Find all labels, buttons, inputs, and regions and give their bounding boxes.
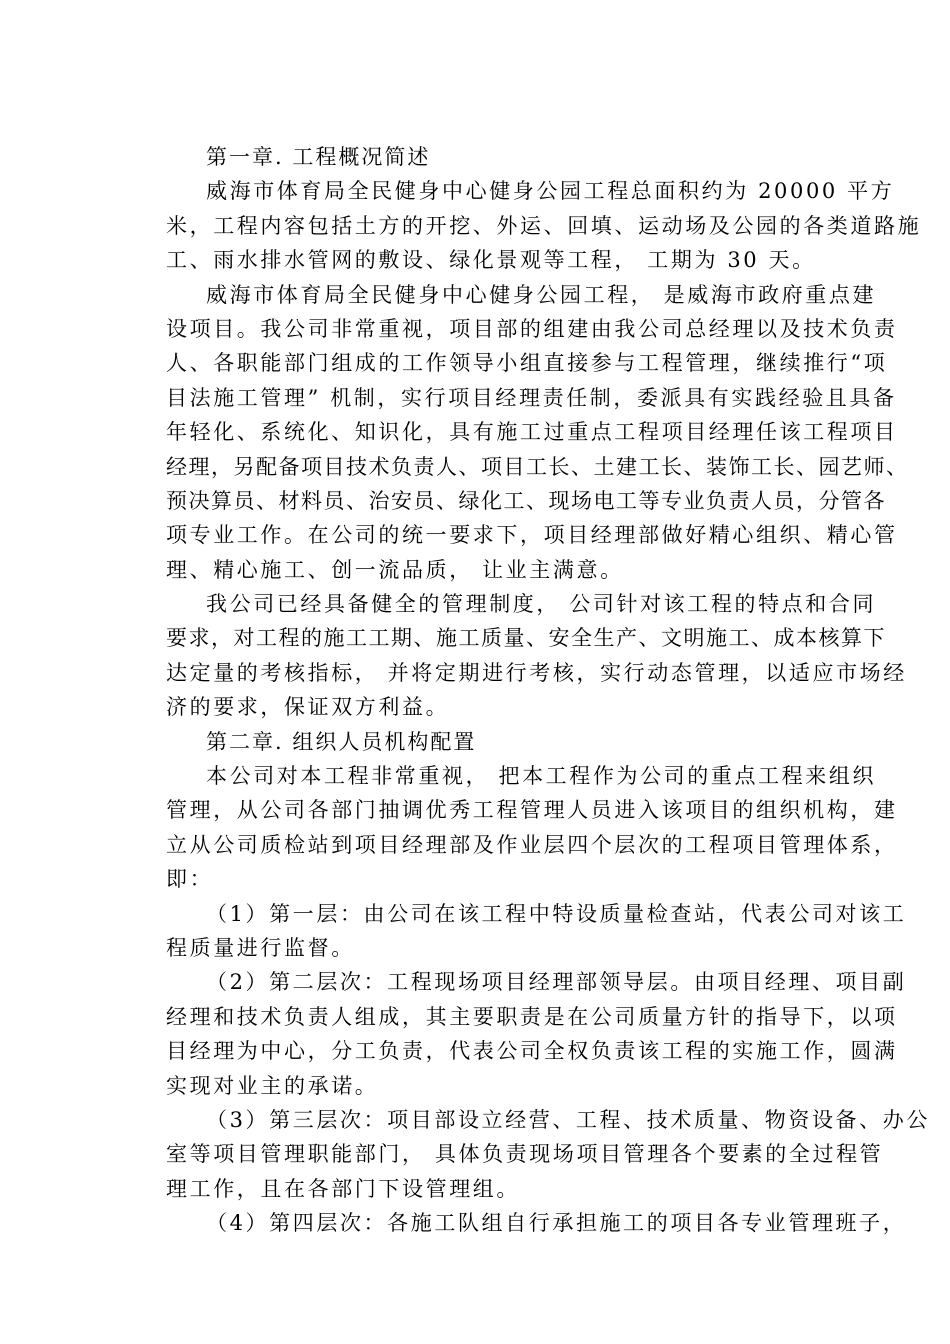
- paragraph-line: 济的要求，保证双方利益。: [166, 695, 450, 720]
- paragraph-line: 设项目。我公司非常重视，项目部的组建由我公司总经理以及技术负责: [166, 316, 898, 341]
- paragraph-line: 人、各职能部门组成的工作领导小组直接参与工程管理，继续推行“项: [166, 351, 888, 376]
- paragraph-line: 我公司已经具备健全的管理制度， 公司针对该工程的特点和合同: [206, 592, 877, 617]
- paragraph-line: 室等项目管理职能部门， 具体负责现场项目管理各个要素的全过程管: [166, 1142, 884, 1167]
- paragraph-line: 目经理为中心，分工负责，代表公司全权负责该工程的实施工作，圆满: [166, 1039, 898, 1064]
- list-item-3: （3）第三层次：项目部设立经营、工程、技术质量、物资设备、办公: [206, 1107, 930, 1132]
- paragraph-line: 理工作，且在各部门下设管理组。: [166, 1176, 520, 1201]
- paragraph-line: 立从公司质检站到项目经理部及作业层四个层次的工程项目管理体系，: [166, 832, 898, 857]
- list-item-2: （2）第二层次：工程现场项目经理部领导层。由项目经理、项目副: [206, 970, 907, 995]
- paragraph-line: 年轻化、系统化、知识化，具有施工过重点工程项目经理任该工程项目: [166, 420, 898, 445]
- paragraph-line: 经理和技术负责人组成，其主要职责是在公司质量方针的指导下，以项: [166, 1004, 898, 1029]
- paragraph-line: 项专业工作。在公司的统一要求下，项目经理部做好精心组织、精心管: [166, 523, 898, 548]
- paragraph-line: 工、雨水排水管网的敷设、绿化景观等工程， 工期为 30 天。: [166, 248, 816, 273]
- paragraph-line: 预决算员、材料员、治安员、绿化工、现场电工等专业负责人员，分管各: [166, 488, 886, 513]
- paragraph-line: 目法施工管理” 机制，实行项目经理责任制，委派具有实践经验且具备: [166, 385, 897, 410]
- paragraph-line: 威海市体育局全民健身中心健身公园工程， 是威海市政府重点建: [206, 282, 877, 307]
- paragraph-line: 理、精心施工、创一流品质， 让业主满意。: [166, 557, 624, 582]
- paragraph-line: 即：: [166, 867, 214, 892]
- paragraph-line: 程质量进行监督。: [166, 935, 355, 960]
- chapter-1-heading: 第一章. 工程概况简述: [206, 145, 431, 169]
- list-item-1: （1）第一层：由公司在该工程中特设质量检查站，代表公司对该工: [206, 901, 907, 926]
- paragraph-line: 实现对业主的承诺。: [166, 1073, 379, 1098]
- paragraph-line: 本公司对本工程非常重视， 把本工程作为公司的重点工程来组织: [206, 764, 877, 789]
- list-item-4: （4）第四层次：各施工队组自行承担施工的项目各专业管理班子，: [206, 1211, 907, 1236]
- paragraph-line: 米，工程内容包括土方的开挖、外运、回填、运动场及公园的各类道路施: [166, 213, 922, 238]
- paragraph-line: 要求，对工程的施工工期、施工质量、安全生产、文明施工、成本核算下: [166, 626, 886, 651]
- paragraph-line: 达定量的考核指标， 并将定期进行考核，实行动态管理，以适应市场经: [166, 660, 907, 685]
- paragraph-line: 经理，另配备项目技术负责人、项目工长、土建工长、装饰工长、园艺师、: [166, 454, 909, 479]
- document-page: [166, 140, 930, 1241]
- paragraph-line: 威海市体育局全民健身中心健身公园工程总面积约为 20000 平方: [206, 179, 895, 204]
- paragraph-line: 管理，从公司各部门抽调优秀工程管理人员进入该项目的组织机构，建: [166, 798, 898, 823]
- chapter-2-heading: 第二章. 组织人员机构配置: [206, 729, 477, 754]
